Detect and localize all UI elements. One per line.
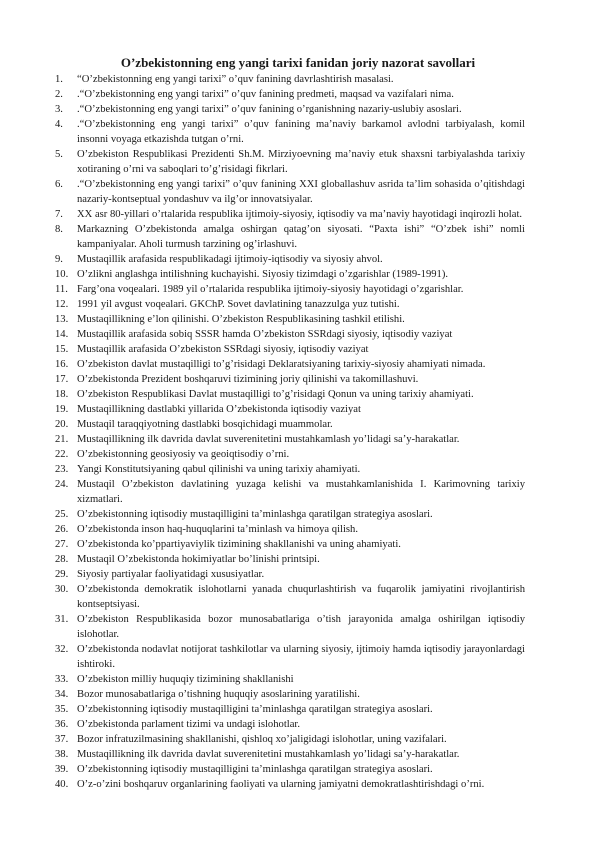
question-number: 24. — [55, 479, 69, 490]
question-item — [55, 357, 525, 372]
question-item — [55, 147, 525, 177]
question-number: 10. — [55, 269, 69, 280]
question-text: .“O’zbekistonning eng yangi tarixi” o’quv fanining ma’naviy barkamol avlodni tarbiyalash, komil insonni voyaga etkazishda tutgan o’rni. — [77, 119, 525, 145]
question-text: O’zbekiston Respublikasida bozor munosabatlariga o’tish jarayonida amalga oshirilgan iqtisodiy islohotlar. — [77, 614, 525, 640]
question-number: 14. — [55, 329, 69, 340]
question-text: O’z-o’zini boshqaruv organlarining faoliyati va ularning jamiyatni demokratlashtirishdagi o’rni. — [77, 779, 485, 790]
question-number: 4. — [55, 119, 63, 130]
question-number: 35. — [55, 704, 69, 715]
question-item — [55, 702, 525, 717]
question-item — [55, 537, 525, 552]
question-number: 19. — [55, 404, 69, 415]
question-item — [55, 222, 525, 252]
question-number: 21. — [55, 434, 69, 445]
question-item — [55, 582, 525, 612]
question-text: O’zbekiston davlat mustaqilligi to’g’risidagi Deklaratsiyaning tarixiy-siyosiy ahamiyati nimada. — [77, 359, 486, 370]
question-item — [55, 417, 525, 432]
question-item — [55, 732, 525, 747]
question-item — [55, 102, 525, 117]
question-text: Mustaqil taraqqiyotning dastlabki bosqichidagi muammolar. — [77, 419, 333, 430]
question-number: 20. — [55, 419, 69, 430]
question-number: 25. — [55, 509, 69, 520]
question-text: Mustaqillikning dastlabki yillarida O’zbekistonda iqtisodiy vaziyat — [77, 404, 361, 415]
question-item — [55, 687, 525, 702]
question-number: 30. — [55, 584, 69, 595]
question-text: O’zbekistonda Prezident boshqaruvi tizimining joriy qilinishi va takomillashuvi. — [77, 374, 419, 385]
question-number: 39. — [55, 764, 69, 775]
question-number: 9. — [55, 254, 63, 265]
question-text: O’zbekistonda ko’ppartiyaviylik tizimining shakllanishi va uning ahamiyati. — [77, 539, 401, 550]
question-item — [55, 372, 525, 387]
question-text: O’zbekistonning iqtisodiy mustaqilligini ta’minlashga qaratilgan strategiya asoslari. — [77, 764, 433, 775]
question-number: 28. — [55, 554, 69, 565]
question-text: Mustaqillikning e’lon qilinishi. O’zbekiston Respublikasining tashkil etilishi. — [77, 314, 405, 325]
question-text: O’zbekiston Respublikasi Prezidenti Sh.M. Mirziyoevning ma’naviy etuk shaxsni tarbiyalashda tarixiy xotiraning o’rni va saboqlari to’g’risidagi fikrlari. — [77, 149, 525, 175]
question-text: Yangi Konstitutsiyaning qabul qilinishi va uning tarixiy ahamiyati. — [77, 464, 361, 475]
question-number: 40. — [55, 779, 69, 790]
question-item — [55, 432, 525, 447]
question-item — [55, 327, 525, 342]
question-text: Farg’ona voqealari. 1989 yil o’rtalarida respublika ijtimoiy-siyosiy hayotidagi o’zgarishlar. — [77, 284, 464, 295]
question-text: 1991 yil avgust voqealari. GKChP. Sovet davlatining tanazzulga yuz tutishi. — [77, 299, 400, 310]
question-item — [55, 297, 525, 312]
question-number: 15. — [55, 344, 69, 355]
question-text: Mustaqil O’zbekistonda hokimiyatlar bo’linishi printsipi. — [77, 554, 320, 565]
question-text: Mustaqillik arafasida sobiq SSSR hamda O’zbekiston SSRdagi siyosiy, iqtisodiy vaziyat — [77, 329, 453, 340]
question-item — [55, 342, 525, 357]
question-text: Mustaqillikning ilk davrida davlat suverenitetini mustahkamlash yo’lidagi sa’y-harakatlar. — [77, 749, 460, 760]
question-text: O’zbekistonning geosiyosiy va geoiqtisodiy o’rni. — [77, 449, 290, 460]
question-number: 23. — [55, 464, 69, 475]
question-item — [55, 462, 525, 477]
question-text: XX asr 80-yillari o’rtalarida respublika ijtimoiy-siyosiy, iqtisodiy va ma’naviy hayotidagi inqirozli holat. — [77, 209, 523, 220]
question-number: 12. — [55, 299, 69, 310]
question-item — [55, 777, 525, 792]
question-text: O’zbekiston milliy huquqiy tizimining shakllanishi — [77, 674, 294, 685]
question-text: Mustaqillik arafasida O’zbekiston SSRdagi siyosiy, iqtisodiy vaziyat — [77, 344, 369, 355]
question-text: Mustaqillik arafasida respublikadagi ijtimoiy-iqtisodiy va siyosiy ahvol. — [77, 254, 383, 265]
question-number: 17. — [55, 374, 69, 385]
question-text: .“O’zbekistonning eng yangi tarixi” o’quv fanining predmeti, maqsad va vazifalari nima. — [77, 89, 454, 100]
question-item — [55, 402, 525, 417]
question-text: O’zbekistonda inson haq-huquqlarini ta’minlash va himoya qilish. — [77, 524, 358, 535]
question-item — [55, 522, 525, 537]
question-item — [55, 252, 525, 267]
question-text: O’zbekistonda demokratik islohotlarni yanada chuqurlashtirish va fuqarolik jamiyatini rivojlantirish kontseptsiyasi. — [77, 584, 525, 610]
question-item — [55, 72, 525, 87]
question-number: 5. — [55, 149, 63, 160]
question-item — [55, 267, 525, 282]
question-number: 38. — [55, 749, 69, 760]
question-item — [55, 282, 525, 297]
question-text: Mustaqil O’zbekiston davlatining yuzaga kelishi va mustahkamlanishida I. Karimovning tarixiy xizmatlari. — [77, 479, 525, 505]
question-text: .“O’zbekistonning eng yangi tarixi” o’quv fanining o’rganishning nazariy-uslubiy asoslari. — [77, 104, 462, 115]
question-number: 2. — [55, 89, 63, 100]
question-number: 37. — [55, 734, 69, 745]
question-text: O’zlikni anglashga intilishning kuchayishi. Siyosiy tizimdagi o’zgarishlar (1989-1991). — [77, 269, 449, 280]
question-number: 34. — [55, 689, 69, 700]
document-title: O’zbekistonning eng yangi tarixi fanidan joriy nazorat savollari — [120, 55, 476, 70]
question-item — [55, 612, 525, 642]
question-text: O’zbekistonda parlament tizimi va undagi islohotlar. — [77, 719, 301, 730]
question-item — [55, 642, 525, 672]
question-number: 7. — [55, 209, 63, 220]
question-item — [55, 207, 525, 222]
question-number: 13. — [55, 314, 69, 325]
question-number: 3. — [55, 104, 63, 115]
question-number: 32. — [55, 644, 69, 655]
question-item — [55, 117, 525, 147]
question-number: 1. — [55, 74, 63, 85]
question-item — [55, 762, 525, 777]
question-text: Markazning O’zbekistonda amalga oshirgan qatag’on siyosati. “Paxta ishi” “O’zbek ishi” nomli kampaniyalar. Aholi turmush tarzining og’irlashuvi. — [77, 224, 525, 250]
question-item — [55, 312, 525, 327]
question-number: 27. — [55, 539, 69, 550]
question-item — [55, 447, 525, 462]
question-text: Bozor infratuzilmasining shakllanishi, qishloq xo’jaligidagi islohotlar, uning vazifalari. — [77, 734, 447, 745]
question-number: 22. — [55, 449, 69, 460]
question-text: O’zbekistonning iqtisodiy mustaqilligini ta’minlashga qaratilgan strategiya asoslari. — [77, 704, 433, 715]
question-number: 16. — [55, 359, 69, 370]
question-text: O’zbekistonning iqtisodiy mustaqilligini ta’minlashga qaratilgan strategiya asoslari. — [77, 509, 433, 520]
question-number: 36. — [55, 719, 69, 730]
question-text: .“O’zbekistonning eng yangi tarixi” o’quv fanining XXI globallashuv asrida ta’lim sohasida o’qitishdagi nazariy-kontseptual yondashuv va ilg’or innovatsiyalar. — [77, 179, 525, 205]
question-number: 33. — [55, 674, 69, 685]
question-number: 6. — [55, 179, 63, 190]
question-item — [55, 387, 525, 402]
question-number: 18. — [55, 389, 69, 400]
question-text: Mustaqillikning ilk davrida davlat suverenitetini mustahkamlash yo’lidagi sa’y-harakatlar. — [77, 434, 460, 445]
question-item — [55, 507, 525, 522]
question-number: 29. — [55, 569, 69, 580]
question-text: O’zbekistonda nodavlat notijorat tashkilotlar va ularning siyosiy, ijtimoiy hamda iqtisodiy jarayonlardagi ishtiroki. — [77, 644, 525, 670]
question-item — [55, 552, 525, 567]
question-number: 26. — [55, 524, 69, 535]
question-text: Bozor munosabatlariga o’tishning huquqiy asoslarining yaratilishi. — [77, 689, 360, 700]
question-item — [55, 87, 525, 102]
question-list — [55, 72, 525, 792]
question-text: O’zbekiston Respublikasi Davlat mustaqilligi to’g’risidagi Qonun va uning tarixiy ahamiyati. — [77, 389, 474, 400]
question-item — [55, 672, 525, 687]
question-number: 11. — [55, 284, 68, 295]
question-item — [55, 477, 525, 507]
question-number: 8. — [55, 224, 63, 235]
question-item — [55, 567, 525, 582]
question-item — [55, 747, 525, 762]
question-number: 31. — [55, 614, 69, 625]
question-text: Siyosiy partiyalar faoliyatidagi xususiyatlar. — [77, 569, 265, 580]
question-item — [55, 717, 525, 732]
question-item — [55, 177, 525, 207]
question-text: “O’zbekistonning eng yangi tarixi” o’quv fanining davrlashtirish masalasi. — [77, 74, 394, 85]
